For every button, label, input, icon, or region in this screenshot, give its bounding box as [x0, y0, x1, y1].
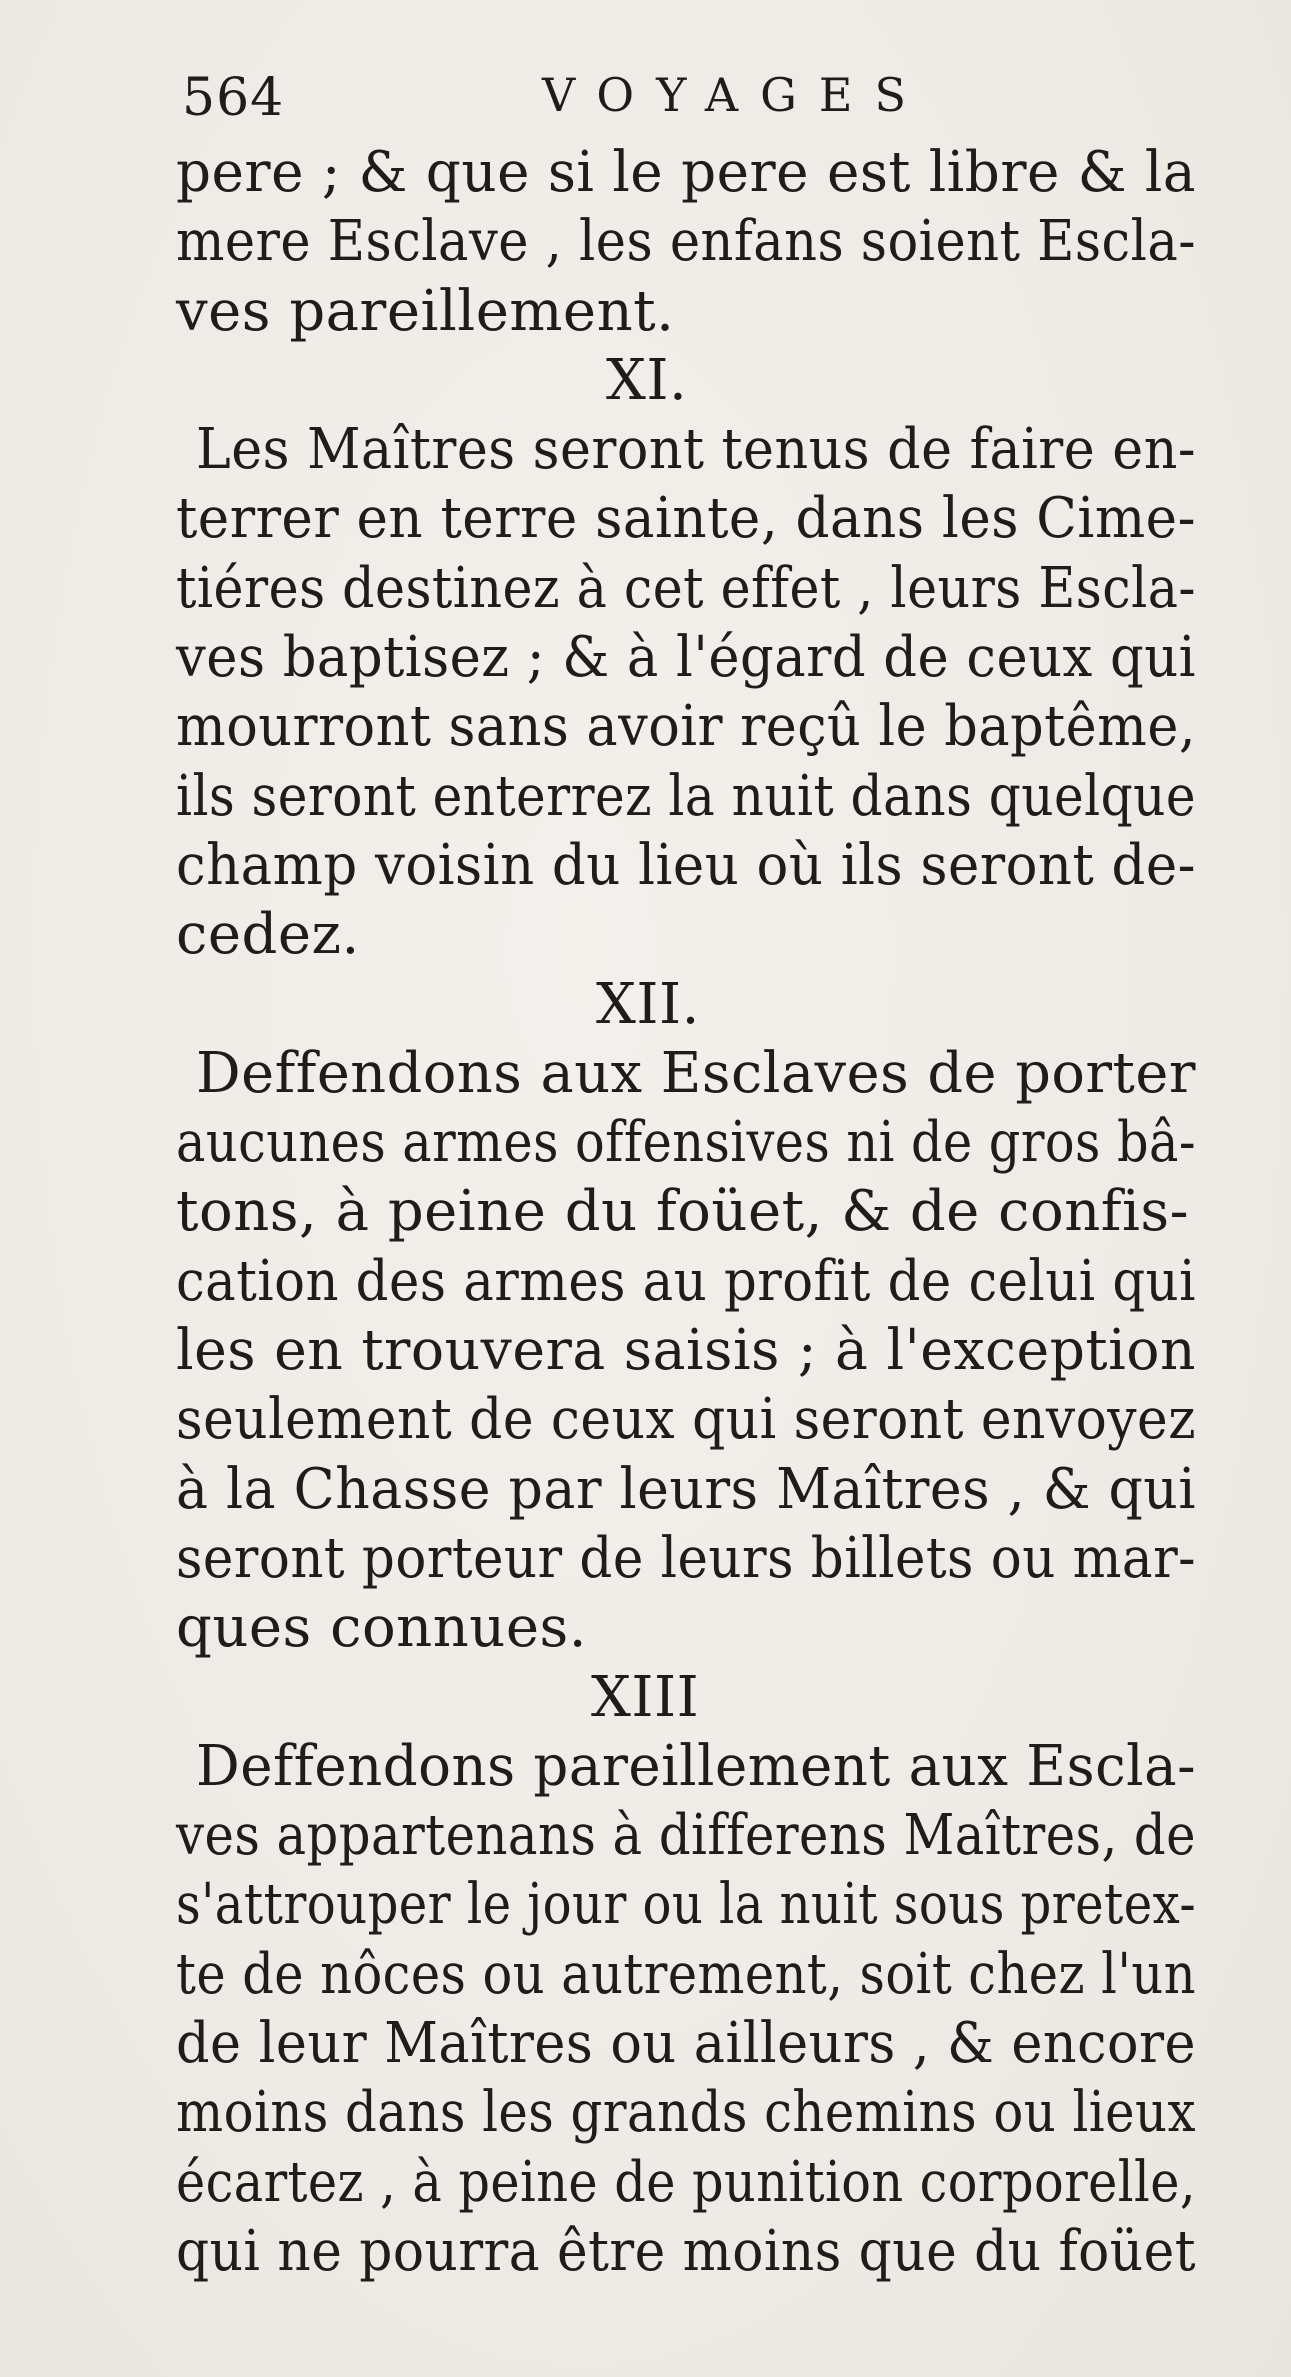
text-line: champ voisin du lieu où ils seront de- [176, 832, 1196, 898]
article-heading: XIII [591, 1664, 700, 1730]
text-line: ques connues. [176, 1595, 588, 1661]
text-line: cedez. [176, 902, 360, 968]
text-line: mere Esclave , les enfans soient Escla- [176, 209, 1196, 275]
article-heading: XII. [596, 971, 700, 1037]
text-line: cation des armes au profit de celui qui [176, 1248, 1196, 1314]
text-line: moins dans les grands chemins ou lieux [176, 2080, 1196, 2146]
text-line: terrer en terre sainte, dans les Cime- [176, 486, 1196, 552]
text-line: te de nôces ou autrement, soit chez l'un [176, 1941, 1196, 2007]
text-line: ils seront enterrez la nuit dans quelque [176, 763, 1196, 829]
text-line: seront porteur de leurs billets ou mar- [176, 1525, 1196, 1591]
text-line: tiéres destinez à cet effet , leurs Escla- [176, 555, 1196, 621]
page-number: 564 [182, 68, 285, 128]
running-head: VOYAGES [542, 68, 928, 122]
text-line: tons, à peine du foüet, & de confis- [176, 1179, 1190, 1245]
text-line: ves appartenans à differens Maîtres, de [176, 1803, 1196, 1869]
text-line: seulement de ceux qui seront envoyez [176, 1387, 1196, 1453]
text-line: Deffendons aux Esclaves de porter [196, 1040, 1196, 1106]
text-line: aucunes armes offensives ni de gros bâ- [176, 1110, 1196, 1176]
text-line: s'attrouper le jour ou la nuit sous pretex- [176, 1872, 1196, 1938]
page-header [182, 62, 982, 132]
text-line: ves baptisez ; & à l'égard de ceux qui [176, 625, 1196, 691]
text-line: écartez , à peine de punition corporelle, [176, 2149, 1196, 2215]
text-line: mourront sans avoir reçû le baptême, [176, 694, 1196, 760]
text-line: pere ; & que si le pere est libre & la [176, 140, 1196, 205]
body-text [176, 138, 1196, 2286]
text-line: à la Chasse par leurs Maîtres , & qui [176, 1456, 1196, 1522]
text-line: ves pareillement. [176, 278, 675, 344]
text-line: Les Maîtres seront tenus de faire en- [196, 417, 1196, 483]
text-line: de leur Maîtres ou ailleurs , & encore [176, 2011, 1196, 2077]
text-line: qui ne pourra être moins que du foüet [176, 2218, 1196, 2284]
article-heading: XI. [606, 347, 688, 413]
text-line: Deffendons pareillement aux Escla- [196, 1733, 1196, 1799]
text-line: les en trouvera saisis ; à l'exception [176, 1318, 1196, 1384]
